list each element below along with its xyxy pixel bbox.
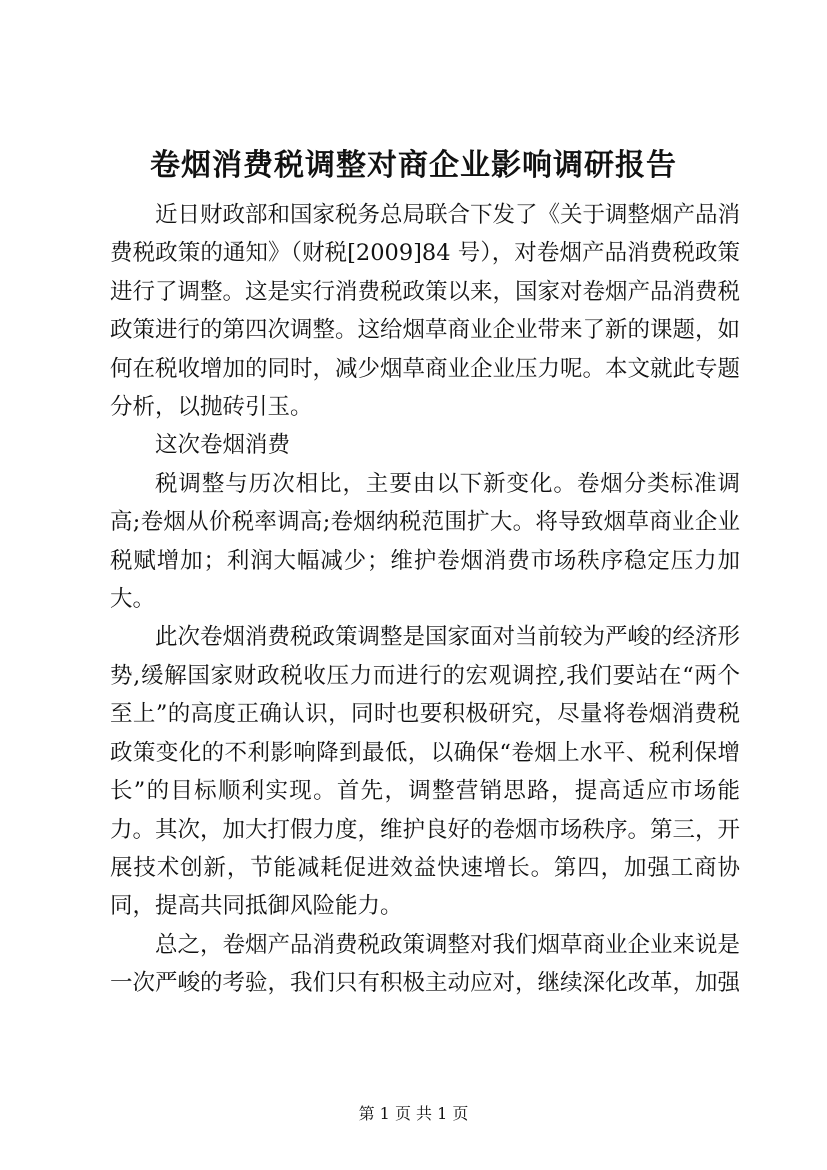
paragraph: 近日财政部和国家税务总局联合下发了《关于调整烟产品消费税政策的通知》（财税[2009]84 号），对卷烟产品消费税政策进行了调整。这是实行消费税政策以来，国家对卷烟产品消费税政策进行的第四次调整。这给烟草商业企业带来了新的课题，如何在税收增加的同时，减少烟草商业企业压力呢。本文就此专题分析，以抛砖引玉。 <box>110 202 741 421</box>
paragraph: 总之，卷烟产品消费税政策调整对我们烟草商业企业来说是一次严峻的考验，我们只有积极主动应对，继续深化改革，加强 <box>110 931 741 997</box>
page-number-footer: 第 1 页 共 1 页 <box>358 1104 469 1123</box>
paragraph: 此次卷烟消费税政策调整是国家面对当前较为严峻的经济形势,缓解国家财政税收压力而进行的宏观调控,我们要站在“两个至上”的高度正确认识，同时也要积极研究，尽量将卷烟消费税政策变化的不利影响降到最低，以确保“卷烟上水平、税利保增长”的目标顺利实现。首先，调整营销思路，提高适应市场能力。其次，加大打假力度，维护良好的卷烟市场秩序。第三，开展技术创新，节能减耗促进效益快速增长。第四，加强工商协同，提高共同抵御风险能力。 <box>110 624 741 920</box>
paragraph: 税调整与历次相比，主要由以下新变化。卷烟分类标准调高;卷烟从价税率调高;卷烟纳税范围扩大。将导致烟草商业企业税赋增加；利润大幅减少；维护卷烟消费市场秩序稳定压力加大。 <box>110 470 740 613</box>
document-title: 卷烟消费税调整对商企业影响调研报告 <box>150 148 677 183</box>
paragraph: 这次卷烟消费 <box>155 432 291 459</box>
document-body <box>110 196 740 1003</box>
